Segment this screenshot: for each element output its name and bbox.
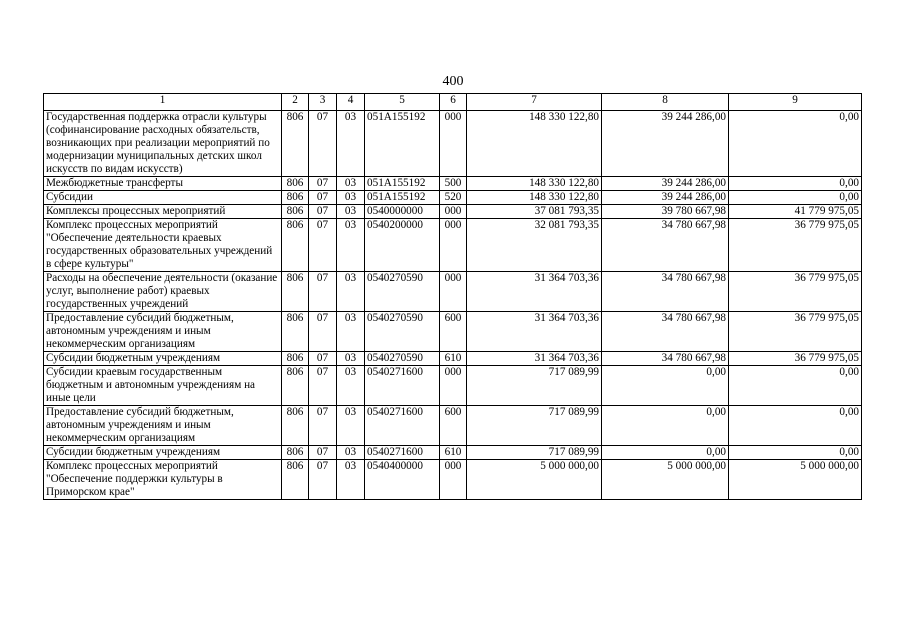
code-column-5: 0540270590: [365, 312, 440, 352]
code-column-3: 07: [309, 272, 337, 312]
amount-column-8: 0,00: [602, 366, 729, 406]
amount-column-9: 36 779 975,05: [729, 352, 862, 366]
amount-column-8: 39 780 667,98: [602, 205, 729, 219]
amount-column-7: 717 089,99: [467, 446, 602, 460]
code-column-6: 000: [440, 205, 467, 219]
column-header: 4: [337, 94, 365, 111]
code-column-5: 0540270590: [365, 272, 440, 312]
row-name: Комплексы процессных мероприятий: [44, 205, 282, 219]
column-header: 9: [729, 94, 862, 111]
page-number: 400: [442, 74, 464, 89]
code-column-2: 806: [282, 312, 309, 352]
column-header: 7: [467, 94, 602, 111]
code-column-2: 806: [282, 352, 309, 366]
amount-column-7: 37 081 793,35: [467, 205, 602, 219]
code-column-4: 03: [337, 352, 365, 366]
row-name: Субсидии: [44, 191, 282, 205]
code-column-6: 520: [440, 191, 467, 205]
row-name: Государственная поддержка отрасли культуры (софинансирование расходных обязательств, возникающих при реализации мероприятий по модернизации муниципальных детских школ искусств по видам искусств): [44, 111, 282, 177]
code-column-5: 0540400000: [365, 460, 440, 500]
table-body: [44, 111, 862, 500]
amount-column-9: 0,00: [729, 191, 862, 205]
row-name: Предоставление субсидий бюджетным, автономным учреждениям и иным некоммерческим организациям: [44, 406, 282, 446]
amount-column-9: 36 779 975,05: [729, 312, 862, 352]
row-name: Предоставление субсидий бюджетным, автономным учреждениям и иным некоммерческим организациям: [44, 312, 282, 352]
code-column-6: 000: [440, 460, 467, 500]
amount-column-9: 0,00: [729, 406, 862, 446]
table-row: [44, 272, 862, 312]
code-column-2: 806: [282, 191, 309, 205]
code-column-4: 03: [337, 111, 365, 177]
amount-column-8: 39 244 286,00: [602, 191, 729, 205]
code-column-3: 07: [309, 312, 337, 352]
table-row: [44, 406, 862, 446]
code-column-5: 0540270590: [365, 352, 440, 366]
amount-column-7: 31 364 703,36: [467, 272, 602, 312]
amount-column-9: 0,00: [729, 446, 862, 460]
code-column-4: 03: [337, 446, 365, 460]
code-column-3: 07: [309, 191, 337, 205]
table-row: [44, 177, 862, 191]
code-column-5: 0540271600: [365, 366, 440, 406]
amount-column-7: 32 081 793,35: [467, 219, 602, 272]
code-column-2: 806: [282, 177, 309, 191]
code-column-4: 03: [337, 205, 365, 219]
table-row: [44, 205, 862, 219]
code-column-6: 000: [440, 272, 467, 312]
row-name: Субсидии бюджетным учреждениям: [44, 352, 282, 366]
code-column-6: 600: [440, 312, 467, 352]
amount-column-9: 5 000 000,00: [729, 460, 862, 500]
code-column-5: 0540271600: [365, 406, 440, 446]
code-column-2: 806: [282, 272, 309, 312]
code-column-5: 051A155192: [365, 191, 440, 205]
code-column-5: 0540271600: [365, 446, 440, 460]
amount-column-8: 39 244 286,00: [602, 111, 729, 177]
code-column-6: 500: [440, 177, 467, 191]
column-header: 6: [440, 94, 467, 111]
row-name: Расходы на обеспечение деятельности (оказание услуг, выполнение работ) краевых государственных учреждений: [44, 272, 282, 312]
table-row: [44, 191, 862, 205]
row-name: Комплекс процессных мероприятий "Обеспечение поддержки культуры в Приморском крае": [44, 460, 282, 500]
code-column-3: 07: [309, 177, 337, 191]
amount-column-8: 34 780 667,98: [602, 272, 729, 312]
amount-column-7: 31 364 703,36: [467, 352, 602, 366]
code-column-4: 03: [337, 460, 365, 500]
table-row: [44, 366, 862, 406]
code-column-3: 07: [309, 446, 337, 460]
code-column-6: 600: [440, 406, 467, 446]
table-row: [44, 352, 862, 366]
amount-column-7: 717 089,99: [467, 406, 602, 446]
row-name: Субсидии бюджетным учреждениям: [44, 446, 282, 460]
code-column-6: 610: [440, 446, 467, 460]
amount-column-9: 0,00: [729, 177, 862, 191]
amount-column-8: 34 780 667,98: [602, 312, 729, 352]
table-row: [44, 111, 862, 177]
amount-column-7: 5 000 000,00: [467, 460, 602, 500]
budget-table: [43, 93, 862, 500]
code-column-2: 806: [282, 366, 309, 406]
amount-column-9: 0,00: [729, 111, 862, 177]
column-header: 3: [309, 94, 337, 111]
code-column-6: 000: [440, 111, 467, 177]
table-row: [44, 312, 862, 352]
row-name: Комплекс процессных мероприятий "Обеспечение деятельности краевых государственных образовательных учреждений в сфере культуры": [44, 219, 282, 272]
code-column-2: 806: [282, 406, 309, 446]
row-name: Межбюджетные трансферты: [44, 177, 282, 191]
amount-column-9: 0,00: [729, 366, 862, 406]
amount-column-7: 148 330 122,80: [467, 177, 602, 191]
table-row: [44, 446, 862, 460]
amount-column-9: 36 779 975,05: [729, 219, 862, 272]
code-column-3: 07: [309, 460, 337, 500]
amount-column-8: 5 000 000,00: [602, 460, 729, 500]
amount-column-8: 39 244 286,00: [602, 177, 729, 191]
code-column-4: 03: [337, 219, 365, 272]
code-column-6: 000: [440, 366, 467, 406]
code-column-5: 0540200000: [365, 219, 440, 272]
column-header: 1: [44, 94, 282, 111]
code-column-4: 03: [337, 366, 365, 406]
code-column-3: 07: [309, 219, 337, 272]
amount-column-8: 0,00: [602, 446, 729, 460]
code-column-4: 03: [337, 272, 365, 312]
code-column-4: 03: [337, 191, 365, 205]
column-header: 8: [602, 94, 729, 111]
code-column-4: 03: [337, 312, 365, 352]
code-column-3: 07: [309, 352, 337, 366]
code-column-2: 806: [282, 205, 309, 219]
table-row: [44, 219, 862, 272]
amount-column-7: 148 330 122,80: [467, 191, 602, 205]
amount-column-8: 0,00: [602, 406, 729, 446]
amount-column-9: 41 779 975,05: [729, 205, 862, 219]
code-column-5: 051A155192: [365, 177, 440, 191]
code-column-4: 03: [337, 177, 365, 191]
code-column-4: 03: [337, 406, 365, 446]
code-column-2: 806: [282, 460, 309, 500]
code-column-6: 610: [440, 352, 467, 366]
code-column-5: 0540000000: [365, 205, 440, 219]
code-column-3: 07: [309, 366, 337, 406]
code-column-2: 806: [282, 111, 309, 177]
column-header: 2: [282, 94, 309, 111]
amount-column-8: 34 780 667,98: [602, 219, 729, 272]
column-header: 5: [365, 94, 440, 111]
code-column-6: 000: [440, 219, 467, 272]
code-column-3: 07: [309, 205, 337, 219]
amount-column-7: 148 330 122,80: [467, 111, 602, 177]
code-column-5: 051A155192: [365, 111, 440, 177]
row-name: Субсидии краевым государственным бюджетным и автономным учреждениям на иные цели: [44, 366, 282, 406]
amount-column-7: 717 089,99: [467, 366, 602, 406]
code-column-3: 07: [309, 111, 337, 177]
code-column-2: 806: [282, 446, 309, 460]
amount-column-9: 36 779 975,05: [729, 272, 862, 312]
header-row: [44, 94, 862, 111]
amount-column-8: 34 780 667,98: [602, 352, 729, 366]
amount-column-7: 31 364 703,36: [467, 312, 602, 352]
table-row: [44, 460, 862, 500]
code-column-2: 806: [282, 219, 309, 272]
code-column-3: 07: [309, 406, 337, 446]
